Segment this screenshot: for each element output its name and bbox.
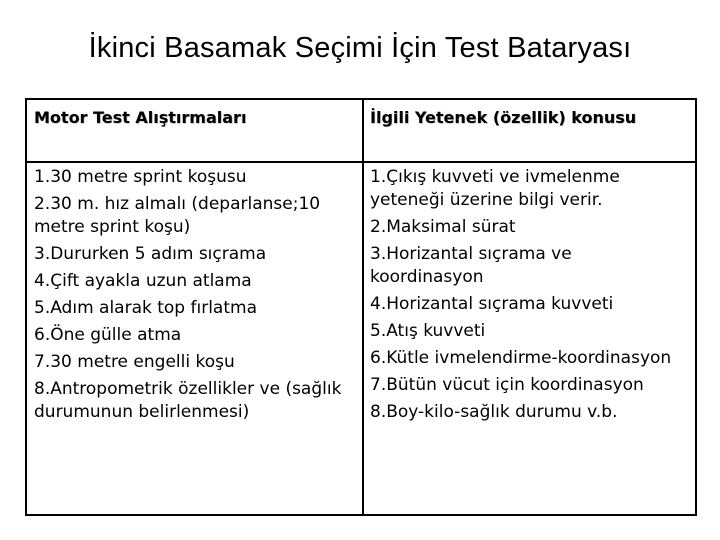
list-item: 8.Boy-kilo-sağlık durumu v.b. bbox=[370, 402, 618, 422]
list-item: 3.Horizantal sıçrama ve koordinasyon bbox=[370, 244, 572, 287]
header-motor-tests: Motor Test Alıştırmaları bbox=[34, 108, 247, 127]
list-item: 7.Bütün vücut için koordinasyon bbox=[370, 375, 644, 395]
list-item: 4.Horizantal sıçrama kuvveti bbox=[370, 294, 614, 314]
list-item: 5.Adım alarak top fırlatma bbox=[34, 298, 257, 318]
header-related-ability: İlgili Yetenek (özellik) konusu bbox=[370, 108, 637, 127]
list-item: 1.Çıkış kuvveti ve ivmelenme yeteneği üzerine bilgi verir. bbox=[370, 167, 620, 210]
list-item: 8.Antropometrik özellikler ve (sağlık durumunun belirlenmesi) bbox=[34, 379, 342, 422]
list-item: 3.Dururken 5 adım sıçrama bbox=[34, 244, 267, 264]
page-title: İkinci Basamak Seçimi İçin Test Bataryası bbox=[88, 32, 632, 64]
list-item: 1.30 metre sprint koşusu bbox=[34, 167, 247, 187]
related-ability-cell bbox=[370, 163, 690, 428]
motor-tests-cell bbox=[34, 163, 359, 428]
list-item: 4.Çift ayakla uzun atlama bbox=[34, 271, 252, 291]
test-battery-table bbox=[25, 98, 697, 516]
list-item: 5.Atış kuvveti bbox=[370, 321, 486, 341]
list-item: 2.Maksimal sürat bbox=[370, 217, 516, 237]
list-item: 7.30 metre engelli koşu bbox=[34, 352, 235, 372]
list-item: 6.Kütle ivmelendirme-koordinasyon bbox=[370, 348, 672, 368]
list-item: 6.Öne gülle atma bbox=[34, 325, 182, 345]
list-item: 2.30 m. hız almalı (deparlanse;10 metre sprint koşu) bbox=[34, 194, 321, 237]
